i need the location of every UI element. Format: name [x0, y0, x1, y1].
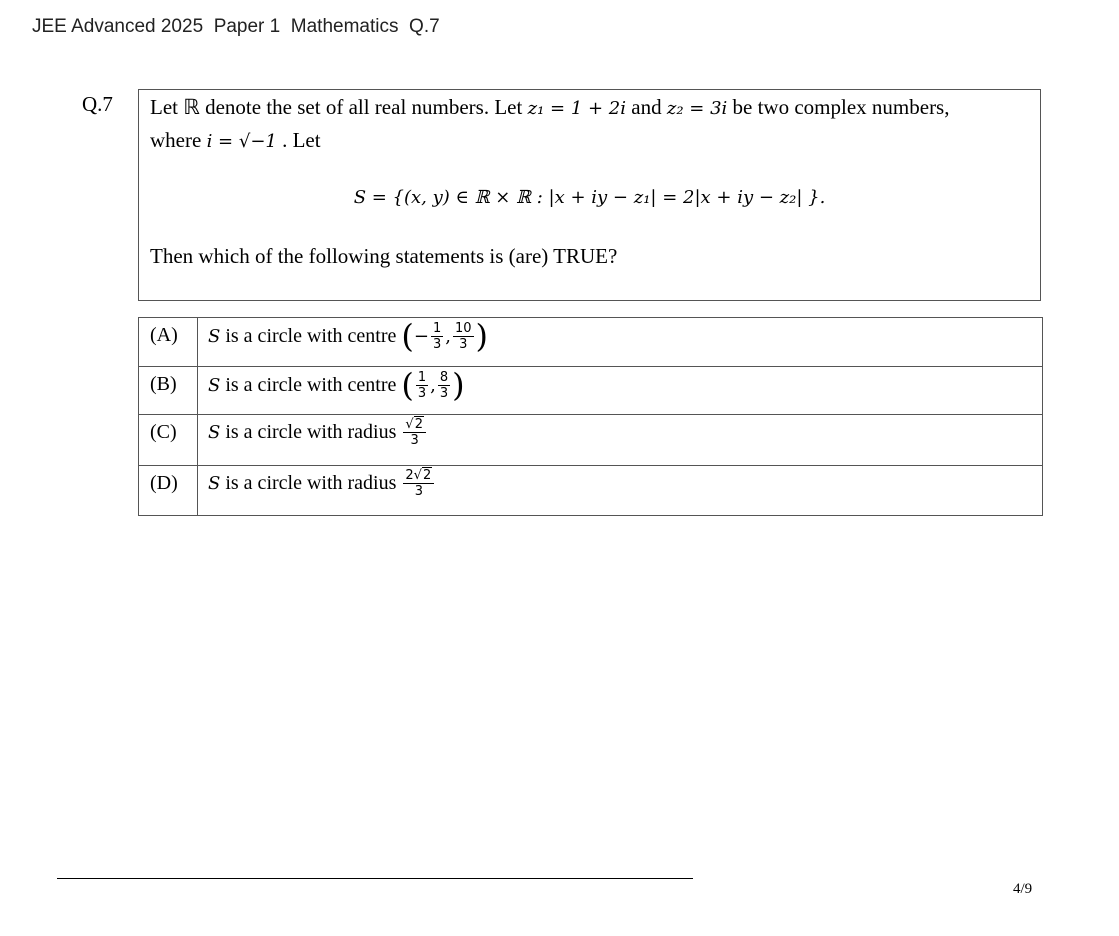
option-value: ( − $\frac{1}{3}$ , $\frac{10}{3}$ ) — [401, 317, 488, 355]
option-label: (A) — [139, 318, 198, 367]
options-table — [138, 317, 1043, 516]
option-value: ( $\frac{1}{3}$ , $\frac{8}{3}$ ) — [401, 366, 465, 404]
option-text: is a circle with centre — [225, 373, 397, 396]
option-symbol: S — [208, 374, 221, 396]
option-row[interactable] — [139, 318, 1043, 367]
option-row[interactable] — [139, 367, 1043, 415]
question-number: Q.7 — [82, 92, 113, 116]
option-row[interactable] — [139, 415, 1043, 466]
document-header: JEE Advanced 2025 Paper 1 Mathematics Q.7 — [32, 16, 440, 37]
page-number: 4/9 — [1013, 881, 1033, 897]
question-line-1 — [150, 95, 949, 120]
question-line-2 — [150, 128, 321, 153]
i-definition: i = √−1 — [206, 131, 277, 152]
question-text: and — [626, 95, 667, 119]
question-text: be two complex numbers, — [727, 95, 950, 119]
option-label: (D) — [139, 466, 198, 516]
footer-rule — [57, 878, 693, 879]
set-formula: S = {(x, y) ∈ ℝ × ℝ : |x + iy − z₁| = 2|x + iy − z₂| }. — [353, 187, 826, 208]
option-symbol: S — [208, 422, 221, 443]
option-label: (B) — [139, 367, 198, 415]
option-value: $\frac{√2}{3}$ — [403, 417, 426, 448]
set-definition — [139, 184, 1040, 209]
option-symbol: S — [208, 473, 221, 494]
option-row[interactable] — [139, 466, 1043, 516]
question-text: where — [150, 128, 207, 152]
option-text: is a circle with radius — [225, 472, 397, 494]
question-prompt: Then which of the following statements is (are) TRUE? — [150, 244, 618, 268]
z1-definition: z₁ = 1 + 2i — [527, 98, 627, 119]
option-label: (C) — [139, 415, 198, 466]
option-value: $\frac{2√2}{3}$ — [403, 468, 434, 499]
question-text: Let ℝ denote the set of all real numbers. Let — [150, 95, 528, 119]
question-text: . Let — [276, 128, 321, 152]
option-text: is a circle with radius — [225, 421, 397, 443]
z2-definition: z₂ = 3i — [666, 98, 728, 119]
question-box — [138, 89, 1041, 301]
option-text: is a circle with centre — [225, 324, 397, 347]
option-symbol: S — [208, 325, 221, 347]
